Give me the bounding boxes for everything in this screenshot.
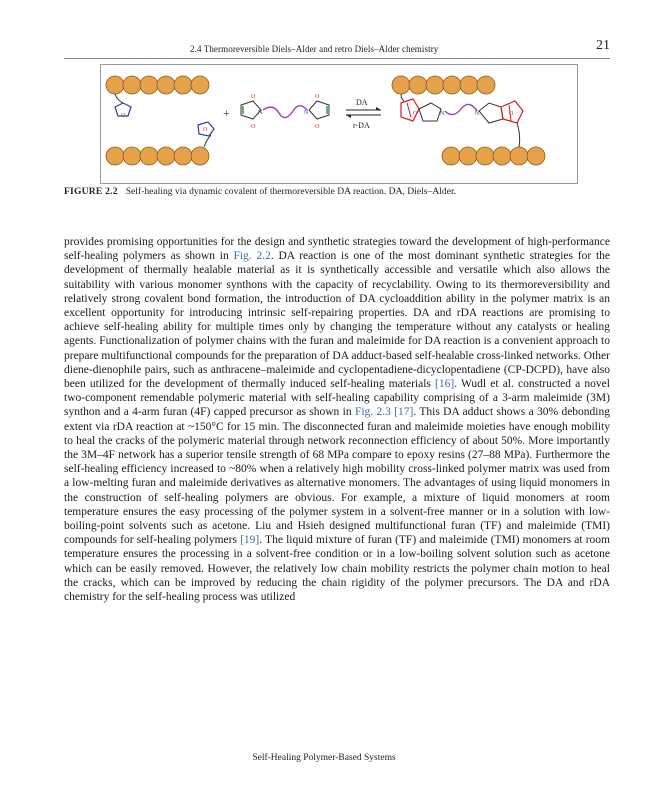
da-adduct — [401, 94, 523, 147]
header-rule — [64, 58, 610, 59]
link-fig-2-2[interactable]: Fig. 2.2 — [233, 250, 271, 263]
adduct-nitrogen-label: N — [440, 111, 445, 117]
link-fig-2-3[interactable]: Fig. 2.3 — [354, 406, 391, 419]
page-number: 21 — [596, 38, 610, 53]
body-paragraph — [64, 235, 610, 604]
figure-caption — [64, 186, 456, 197]
maleimide-oxygen-label-2: O — [251, 124, 256, 130]
figure-caption-text: Self-healing via dynamic covalent of thermoreversible DA reaction. DA, Diels–Alder. — [125, 186, 457, 197]
furan-oxygen-label-2: O — [203, 127, 208, 133]
figure-2-2 — [100, 64, 578, 184]
body-text-part-5: . The liquid mixture of furan (TF) and maleimide (TMI) monomers at room temperature ensures the processing in a solvent-free condition or in a low-boiling solvent solution such as acetone which can be easily removed. However, the relatively low chain mobility restricts the polymer chain motion to heal the cracks, which can be improved by reducing the chain rigidity of the polymer precursors. The DA and rDA chemistry for the self-healing process was utilized — [64, 534, 611, 604]
adduct-oxygen-label: O — [413, 111, 418, 117]
furan-oxygen-label: O — [121, 113, 126, 119]
body-text-part-2: . DA reaction is one of the most dominant synthetic strategies for the development of thermally healable material as it is synthetically accessible and versatile which also allows the suitability with various monomer synthons with the capacity of recyclability. Owing to its thermoreversibility and relatively strong covalent bond formation, the introduction of DA cycloaddition ability in the polymer matrix is an excellent opportunity for introducing intrinsic self-repairing properties. DA and rDA reactions are promising to achieve self-healing ability for multiple times only by changing the temperature without any catalysts or healing agents. Functionalization of polymer chains with the furan and maleimide for DA reaction is a convenient approach to prepare multifunctional compounds for the preparation of DA adduct-based self-healable cross-linked networks. Other diene-dienophile pairs, such as anthracene–maleimide and cyclopentadiene-dicyclopentadiene (CP-DCPD), have also been utilized for the development of thermally induced self-healing materials — [64, 250, 611, 391]
body-text-part-1: provides promising opportunities for the design and synthetic strategies toward the development of high-performance self-healing polymers as shown in — [64, 236, 610, 263]
maleimide-nitrogen-label: N — [258, 110, 263, 116]
running-head: 2.4 Thermoreversible Diels–Alder and retro Diels–Alder chemistry — [190, 44, 439, 54]
polymer-chain-bottom-left — [106, 147, 209, 165]
maleimide-oxygen-label-4: O — [315, 124, 320, 130]
citation-17[interactable]: [17] — [394, 406, 414, 419]
arrow-label-rda: r-DA — [353, 121, 370, 130]
furan-ring-top — [115, 94, 131, 119]
equilibrium-arrows — [346, 98, 381, 130]
furan-ring-bottom — [198, 122, 214, 147]
citation-19[interactable]: [19] — [240, 534, 260, 547]
maleimide-nitrogen-label-2: N — [304, 110, 309, 116]
figure-label: FIGURE 2.2 — [64, 186, 118, 197]
citation-16[interactable]: [16] — [435, 378, 455, 391]
body-text-part-3: . Wudl et al. constructed a novel two-component remendable polymeric material with self-healing capability comprising of a 3-arm maleimide (3M) synthon and a 4-arm furan (4F) capped precursor as shown in — [64, 378, 610, 419]
polymer-chain-bottom-right — [442, 147, 545, 165]
arrow-label-da: DA — [356, 98, 368, 107]
plus-sign: + — [223, 106, 230, 120]
body-text-part-4: . This DA adduct shows a 30% debonding extent via rDA reaction at ~150°C for 15 min. The disconnected furan and maleimide moieties have enough mobility to heal the cracks of the polymeric material through network reconnection efficiency of about 50%. More importantly the 3M–4F network has a superior tensile strength of 68 MPa compare to epoxy resins (27–88 MPa). Furthermore the self-healing efficiency increased to ~80% when a relatively high mobility cross-linked polymer matrix was used from a low-melting furan and maleimide derivatives as alternative monomers. The advantages of using liquid monomers in the construction of self-healing polymers are obvious. For example, a mixture of liquid monomers at room temperature ensures the easy processing of the polymer system in a solvent-free manner or in a solution with low-boiling-point solvents such as acetone. Liu and Hsieh designed multifunctional furan (TF) and maleimide (TMI) compounds for self-healing polymers — [64, 406, 610, 547]
bismaleimide — [241, 94, 329, 130]
adduct-nitrogen-label-2: N — [475, 111, 480, 117]
polymer-chain-top-right — [392, 76, 495, 94]
page-footer: Self-Healing Polymer-Based Systems — [252, 753, 396, 763]
figure-diagram — [101, 65, 577, 183]
adduct-oxygen-label-2: O — [509, 111, 514, 117]
polymer-chain-top-left — [106, 76, 209, 94]
maleimide-oxygen-label-3: O — [315, 94, 320, 100]
maleimide-oxygen-label: O — [251, 94, 256, 100]
